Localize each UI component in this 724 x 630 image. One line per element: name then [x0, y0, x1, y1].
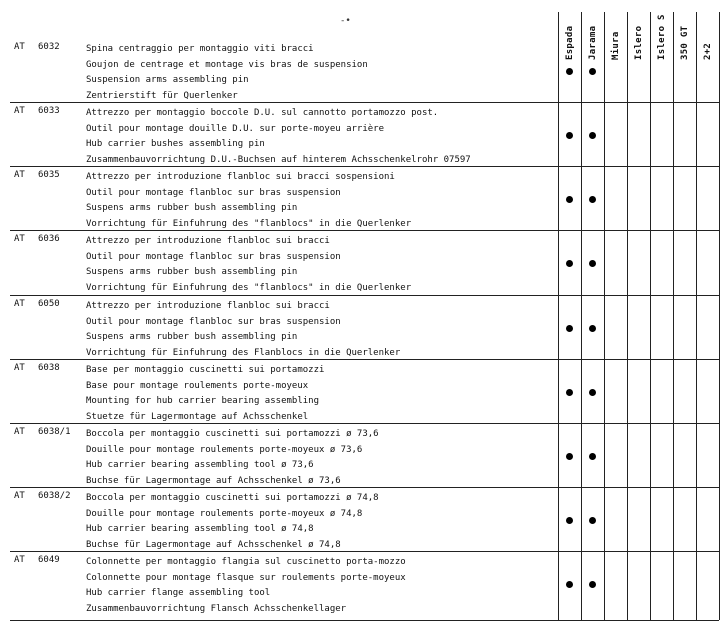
applicability-dot [589, 260, 596, 267]
applicability-dot [589, 68, 596, 75]
column-header [673, 12, 695, 62]
description-line: Vorrichtung für Einfuhrung des Flanblocs in die Querlenker [86, 347, 401, 358]
column-divider [604, 12, 605, 620]
tool-code: 6038 [38, 363, 60, 373]
tool-description [86, 42, 368, 104]
description-line: Outil pour montage flanbloc sur bras suspension [86, 187, 341, 198]
column-header [627, 12, 649, 62]
description-line: Boccola per montaggio cuscinetti sui portamozzi ø 73,6 [86, 429, 379, 439]
description-line: Outil pour montage douille D.U. sur porte-moyeu arrière [86, 123, 385, 134]
description-line: Buchse für Lagermontage auf Achsschenkel ø 74,8 [86, 539, 341, 550]
description-line: Attrezzo per introduzione flanbloc sui bracci sospensioni [86, 172, 395, 182]
column-divider [581, 12, 582, 620]
column-header-label: Espada [565, 25, 575, 60]
column-header-label: Islero [634, 25, 644, 60]
description-line: Base pour montage roulements porte-moyeux [86, 380, 309, 391]
tool-code: 6038/2 [38, 491, 71, 501]
applicability-dot [566, 196, 573, 203]
tool-code: 6032 [38, 42, 60, 52]
description-line: Vorrichtung für Einfuhrung des "flanblocs" in die Querlenker [86, 282, 412, 293]
description-line: Douille pour montage roulements porte-moyeux ø 74,8 [86, 508, 363, 519]
applicability-dot [589, 453, 596, 460]
column-divider [673, 12, 674, 620]
tool-prefix: AT [14, 106, 25, 116]
tool-code: 6050 [38, 299, 60, 309]
description-line: Attrezzo per introduzione flanbloc sui bracci [86, 236, 330, 246]
column-divider [627, 12, 628, 620]
applicability-dot [589, 389, 596, 396]
description-line: Buchse für Lagermontage auf Achsschenkel ø 73,6 [86, 475, 341, 486]
column-divider [650, 12, 651, 620]
description-line: Douille pour montage roulements porte-moyeux ø 73,6 [86, 444, 363, 455]
tool-prefix: AT [14, 299, 25, 309]
description-line: Colonnette pour montage flasque sur roulements porte-moyeux [86, 572, 406, 583]
column-header [696, 12, 718, 62]
applicability-dot [589, 196, 596, 203]
tool-row [0, 40, 560, 104]
column-header-label: Jarama [588, 25, 598, 60]
column-header [650, 12, 672, 62]
description-line: Outil pour montage flanbloc sur bras suspension [86, 251, 341, 262]
column-header [581, 12, 603, 62]
column-header [604, 12, 626, 62]
top-mark: -• [340, 16, 351, 26]
tool-description [86, 106, 471, 168]
description-line: Zusammenbauvorrichtung Flansch Achsschenkellager [86, 603, 347, 614]
applicability-dot [589, 325, 596, 332]
description-line: Hub carrier bearing assembling tool ø 74,8 [86, 524, 314, 534]
description-line: Base per montaggio cuscinetti sui portamozzi [86, 365, 325, 375]
column-header-label: Islero S [657, 14, 667, 60]
tool-prefix: AT [14, 170, 25, 180]
tool-description [86, 170, 411, 232]
description-line: Hub carrier flange assembling tool [86, 588, 271, 598]
description-line: Vorrichtung für Einfuhrung des "flanblocs" in die Querlenker [86, 218, 412, 229]
applicability-dot [566, 68, 573, 75]
applicability-dot [566, 260, 573, 267]
applicability-dot [566, 325, 573, 332]
column-header-label: 350 GT [680, 25, 690, 60]
tool-row [0, 553, 560, 617]
column-header-label: Miura [611, 31, 621, 60]
tool-description [86, 234, 411, 296]
description-line: Stuetze für Lagermontage auf Achsschenkel [86, 411, 309, 422]
description-line: Suspens arms rubber bush assembling pin [86, 267, 298, 277]
tool-description [86, 363, 324, 425]
tool-code: 6036 [38, 234, 60, 244]
applicability-dot [566, 389, 573, 396]
description-line: Boccola per montaggio cuscinetti sui portamozzi ø 74,8 [86, 493, 379, 503]
description-line: Hub carrier bearing assembling tool ø 73,6 [86, 460, 314, 470]
description-line: Zusammenbauvorrichtung D.U.-Buchsen auf hinterem Achsschenkelrohr 07597 [86, 154, 471, 165]
tool-description [86, 491, 379, 553]
tool-code: 6035 [38, 170, 60, 180]
column-header-label: 2+2 [703, 42, 713, 60]
tool-row [0, 489, 560, 553]
tool-prefix: AT [14, 234, 25, 244]
row-divider [10, 620, 719, 621]
description-line: Mounting for hub carrier bearing assembling [86, 396, 319, 406]
description-line: Outil pour montage flanbloc sur bras suspension [86, 316, 341, 327]
tool-description [86, 555, 406, 617]
applicability-dot [566, 517, 573, 524]
tool-prefix: AT [14, 42, 25, 52]
description-line: Suspens arms rubber bush assembling pin [86, 332, 298, 342]
description-line: Suspens arms rubber bush assembling pin [86, 203, 298, 213]
tool-description [86, 299, 400, 361]
tool-prefix: AT [14, 363, 25, 373]
tool-description [86, 427, 379, 489]
tool-prefix: AT [14, 555, 25, 565]
tool-code: 6049 [38, 555, 60, 565]
tool-row [0, 168, 560, 232]
description-line: Zentrierstift für Querlenker [86, 90, 238, 101]
tool-row [0, 297, 560, 361]
tool-row [0, 361, 560, 425]
applicability-dot [566, 453, 573, 460]
applicability-dot [566, 132, 573, 139]
tool-code: 6038/1 [38, 427, 71, 437]
tool-code: 6033 [38, 106, 60, 116]
tool-prefix: AT [14, 491, 25, 501]
description-line: Colonnette per montaggio flangia sul cuscinetto porta-mozzo [86, 557, 406, 567]
applicability-dot [566, 581, 573, 588]
column-divider [696, 12, 697, 620]
description-line: Goujon de centrage et montage vis bras de suspension [86, 59, 368, 70]
description-line: Suspension arms assembling pin [86, 75, 249, 85]
column-divider [719, 12, 720, 620]
description-line: Attrezzo per montaggio boccole D.U. sul cannotto portamozzo post. [86, 108, 439, 118]
description-line: Hub carrier bushes assembling pin [86, 139, 265, 149]
tool-prefix: AT [14, 427, 25, 437]
column-header [558, 12, 580, 62]
applicability-dot [589, 517, 596, 524]
applicability-dot [589, 581, 596, 588]
tool-row [0, 104, 560, 168]
tool-row [0, 425, 560, 489]
applicability-dot [589, 132, 596, 139]
tool-row [0, 232, 560, 296]
description-line: Spina centraggio per montaggio viti bracci [86, 44, 314, 54]
description-line: Attrezzo per introduzione flanbloc sui bracci [86, 301, 330, 311]
